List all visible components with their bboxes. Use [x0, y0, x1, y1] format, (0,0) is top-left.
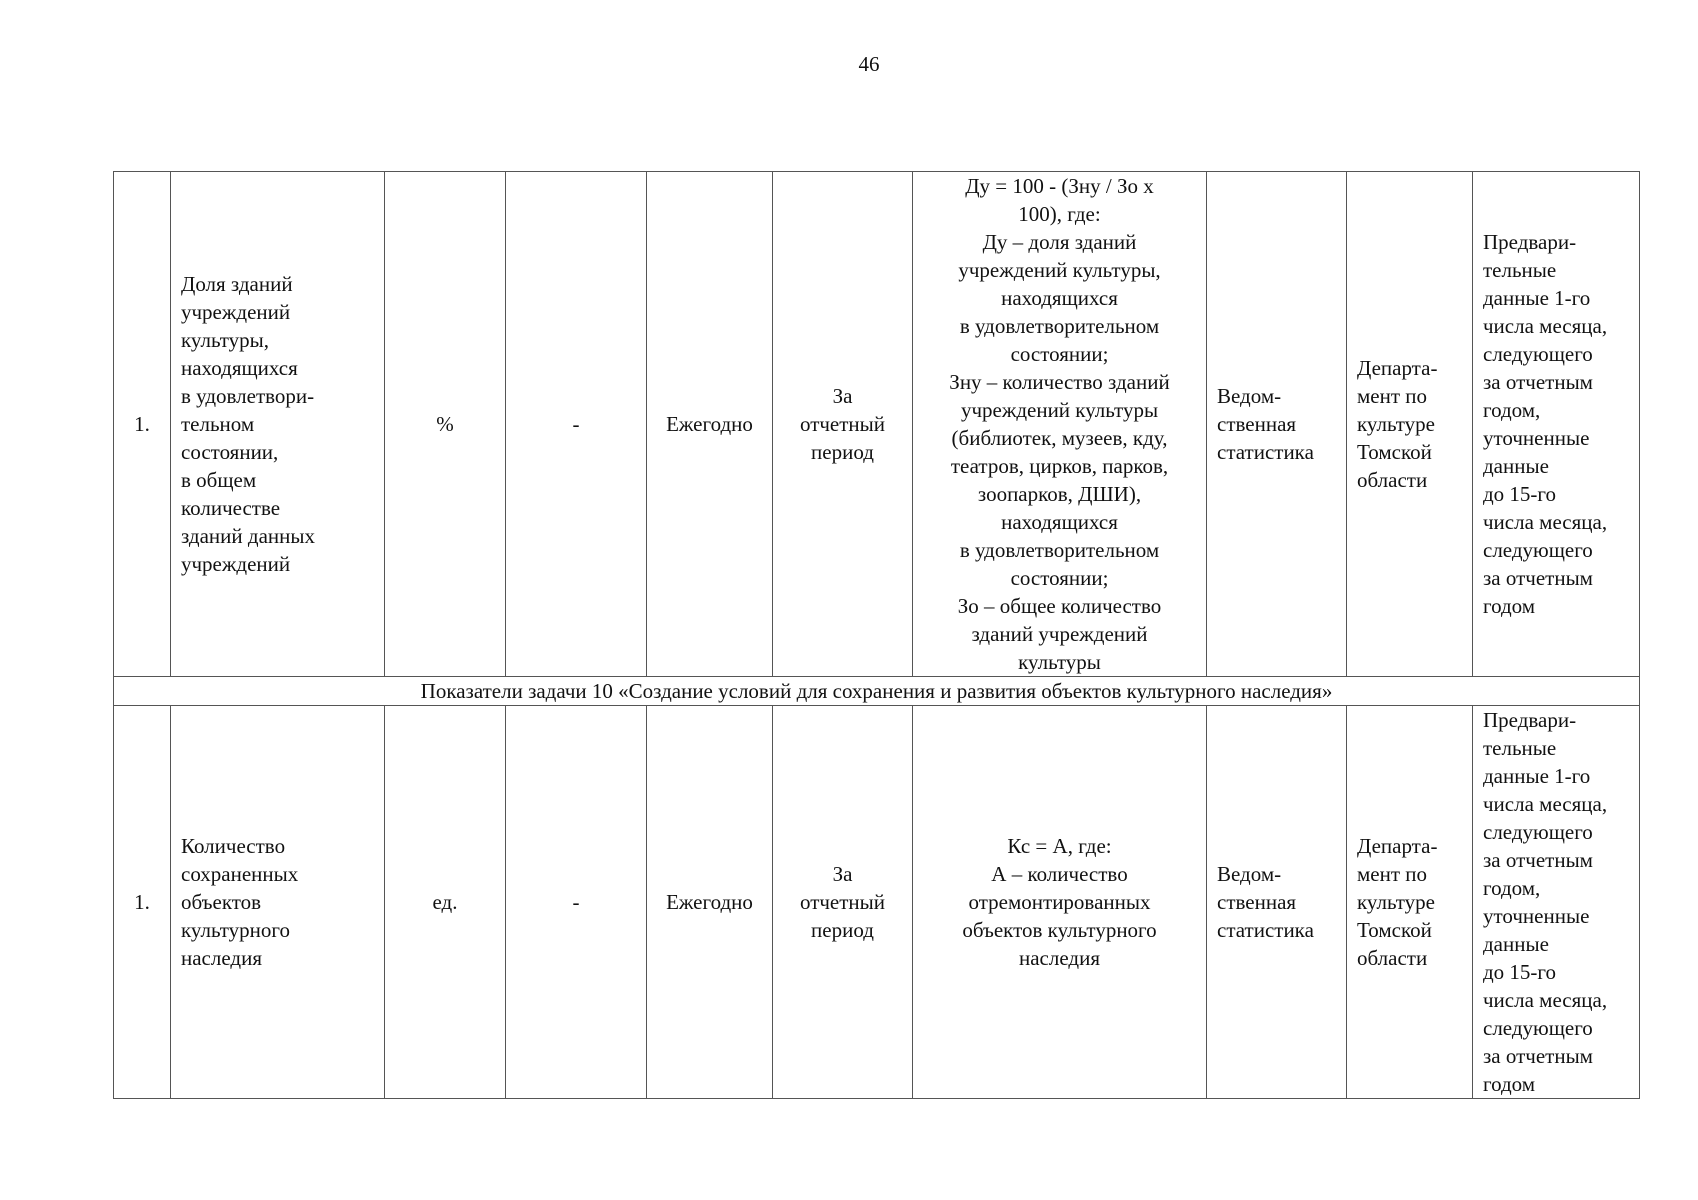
frequency-cell: Ежегодно [647, 172, 773, 677]
period-cell [773, 706, 913, 1099]
text-line: зданий учреждений [971, 622, 1148, 646]
deadline-cell [1473, 706, 1640, 1099]
text-line: А – количество [991, 862, 1128, 886]
text-line: зданий данных [181, 524, 315, 548]
text-line: учреждений культуры, [958, 258, 1161, 282]
unit-cell: % [385, 172, 506, 677]
text-line: культуры [1018, 650, 1101, 674]
text-line: Томской [1357, 440, 1432, 464]
text-line: данные [1483, 932, 1549, 956]
period-cell [773, 172, 913, 677]
responsible-cell [1347, 172, 1473, 677]
text-line: уточненные [1483, 904, 1590, 928]
text-line: За [832, 384, 853, 408]
text-line: (библиотек, музеев, кду, [951, 426, 1168, 450]
text-line: Департа- [1357, 356, 1438, 380]
text-line: мент по [1357, 862, 1428, 886]
text-line: культурного [181, 918, 290, 942]
row-number: 1. [114, 706, 171, 1099]
indicators-table [113, 171, 1640, 1099]
indicator-name [171, 706, 385, 1099]
text-line: Зо – общее количество [957, 594, 1162, 618]
text-line: Томской [1357, 918, 1432, 942]
frequency-cell: Ежегодно [647, 706, 773, 1099]
text-line: состоянии; [1010, 342, 1109, 366]
page-number: 46 [858, 52, 880, 76]
text-line: до 15-го [1483, 960, 1557, 984]
text-line: годом, [1483, 876, 1541, 900]
responsible-cell [1347, 706, 1473, 1099]
text-line: тельные [1483, 258, 1557, 282]
formula-cell [913, 706, 1207, 1099]
text-line: за отчетным [1483, 566, 1593, 590]
text-line: статистика [1217, 918, 1314, 942]
text-line: Зну – количество зданий [949, 370, 1170, 394]
unit-cell: ед. [385, 706, 506, 1099]
text-line: Ведом- [1217, 384, 1282, 408]
data-source-cell [1207, 706, 1347, 1099]
text-line: числа месяца, [1483, 988, 1608, 1012]
text-line: тельном [181, 412, 255, 436]
text-line: данные 1-го [1483, 764, 1591, 788]
text-line: годом, [1483, 398, 1541, 422]
section-heading: Показатели задачи 10 «Создание условий для сохранения и развития объектов культурного наследия» [114, 677, 1640, 706]
text-line: учреждений [181, 300, 291, 324]
text-line: тельные [1483, 736, 1557, 760]
row-number: 1. [114, 172, 171, 677]
table-row [114, 172, 1640, 677]
text-line: области [1357, 468, 1428, 492]
text-line: 100), где: [1018, 202, 1101, 226]
text-line: области [1357, 946, 1428, 970]
text-line: до 15-го [1483, 482, 1557, 506]
text-line: уточненные [1483, 426, 1590, 450]
text-line: сохраненных [181, 862, 299, 886]
text-line: Ду = 100 - (Зну / Зо х [965, 174, 1154, 198]
text-line: Предвари- [1483, 230, 1577, 254]
text-line: культуры, [181, 328, 269, 352]
text-line: театров, цирков, парков, [950, 454, 1169, 478]
text-line: состоянии, [181, 440, 279, 464]
text-line: находящихся [1001, 286, 1118, 310]
text-line: находящихся [181, 356, 298, 380]
table-row [114, 706, 1640, 1099]
text-line: данные [1483, 454, 1549, 478]
text-line: следующего [1483, 342, 1593, 366]
text-line: находящихся [1001, 510, 1118, 534]
text-line: наследия [1019, 946, 1100, 970]
text-line: Количество [181, 834, 286, 858]
text-line: учреждений культуры [960, 398, 1159, 422]
text-line: статистика [1217, 440, 1314, 464]
indicator-name [171, 172, 385, 677]
text-line: культуре [1357, 412, 1435, 436]
text-line: Департа- [1357, 834, 1438, 858]
text-line: зоопарков, ДШИ), [977, 482, 1142, 506]
text-line: отчетный [799, 412, 886, 436]
text-line: следующего [1483, 538, 1593, 562]
text-line: Предвари- [1483, 708, 1577, 732]
text-line: в удовлетворительном [959, 314, 1160, 338]
text-line: культуре [1357, 890, 1435, 914]
text-line: Ду – доля зданий [982, 230, 1137, 254]
text-line: числа месяца, [1483, 792, 1608, 816]
text-line: отремонтированных [968, 890, 1151, 914]
formula-cell [913, 172, 1207, 677]
text-line: мент по [1357, 384, 1428, 408]
text-line: Ведом- [1217, 862, 1282, 886]
text-line: ственная [1217, 412, 1297, 436]
text-line: годом [1483, 594, 1536, 618]
text-line: отчетный [799, 890, 886, 914]
text-line: годом [1483, 1072, 1536, 1096]
text-line: период [811, 440, 874, 464]
dash-cell: - [506, 172, 647, 677]
text-line: числа месяца, [1483, 510, 1608, 534]
text-line: в удовлетворительном [959, 538, 1160, 562]
text-line: Кс = А, где: [1007, 834, 1112, 858]
text-line: данные 1-го [1483, 286, 1591, 310]
data-source-cell [1207, 172, 1347, 677]
text-line: объектов культурного [962, 918, 1157, 942]
text-line: За [832, 862, 853, 886]
text-line: наследия [181, 946, 262, 970]
text-line: Доля зданий [181, 272, 293, 296]
text-line: за отчетным [1483, 1044, 1593, 1068]
text-line: состоянии; [1010, 566, 1109, 590]
text-line: ственная [1217, 890, 1297, 914]
section-heading-row [114, 677, 1640, 706]
dash-cell: - [506, 706, 647, 1099]
deadline-cell [1473, 172, 1640, 677]
text-line: учреждений [181, 552, 291, 576]
text-line: за отчетным [1483, 848, 1593, 872]
text-line: следующего [1483, 1016, 1593, 1040]
text-line: период [811, 918, 874, 942]
text-line: в общем [181, 468, 257, 492]
text-line: объектов [181, 890, 262, 914]
text-line: за отчетным [1483, 370, 1593, 394]
text-line: следующего [1483, 820, 1593, 844]
text-line: числа месяца, [1483, 314, 1608, 338]
text-line: количестве [181, 496, 281, 520]
text-line: в удовлетвори- [181, 384, 315, 408]
